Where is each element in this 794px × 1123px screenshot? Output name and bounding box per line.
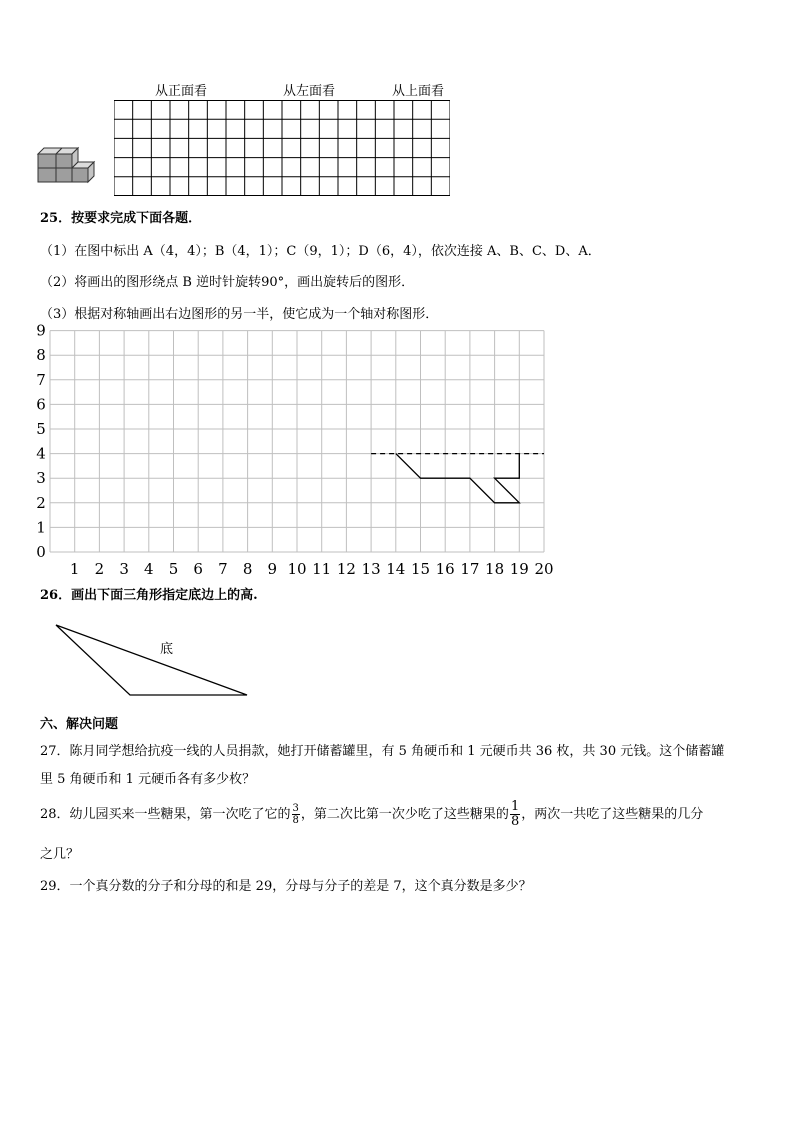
x-tick-label: 13 xyxy=(361,560,381,578)
x-tick-label: 16 xyxy=(435,560,455,578)
section6-title: 六、解决问题 xyxy=(40,717,119,732)
frac1-num: 3 xyxy=(292,803,299,814)
q25-part3: （3）根据对称轴画出右边图形的另一半，使它成为一个轴对称图形． xyxy=(40,307,439,322)
x-tick-label: 20 xyxy=(534,560,554,578)
x-tick-label: 11 xyxy=(312,560,332,578)
y-tick-label: 2 xyxy=(36,493,46,512)
q25-part1: （1）在图中标出 A（4，4）；B（4，1）；C（9，1）；D（6，4），依次连接 A、B、C、D、A． xyxy=(40,244,601,259)
x-tick-label: 17 xyxy=(460,560,480,578)
frac1-den: 8 xyxy=(292,815,299,826)
x-tick-label: 1 xyxy=(69,560,80,578)
y-tick-label: 4 xyxy=(36,444,46,463)
q27-line1: 27．陈月同学想给抗疫一线的人员捐款，她打开储蓄罐里，有 5 角硬币和 1 元硬币共 36 枚，共 30 元钱。这个储蓄罐 xyxy=(40,744,725,759)
frac2-den: 8 xyxy=(510,814,520,829)
triangle-base-label: 底 xyxy=(160,642,174,657)
y-tick-label: 3 xyxy=(36,469,46,488)
y-tick-label: 8 xyxy=(36,346,46,365)
x-tick-label: 5 xyxy=(168,560,179,578)
q28-part-c: ，两次一共吃了这些糖果的几分 xyxy=(521,807,704,822)
q28-line2: 之几？ xyxy=(40,847,80,862)
label-left-view: 从左面看 xyxy=(283,84,336,99)
y-tick-label: 0 xyxy=(36,543,46,561)
q28-line1 xyxy=(40,800,703,829)
q25-part2: （2）将画出的图形绕点 B 逆时针旋转90°，画出旋转后的图形． xyxy=(40,275,415,290)
q28-part-b: ，第二次比第一次少吃了这些糖果的 xyxy=(300,807,509,822)
coordinate-grid xyxy=(30,322,560,580)
x-tick-label: 7 xyxy=(218,560,228,578)
y-tick-label: 1 xyxy=(36,518,46,537)
q27-line2: 里 5 角硬币和 1 元硬币各有多少枚？ xyxy=(40,772,256,787)
label-front-view: 从正面看 xyxy=(155,84,208,99)
fraction-3-8 xyxy=(292,803,300,826)
y-tick-label: 7 xyxy=(36,370,46,389)
fraction-1-8 xyxy=(510,800,520,829)
x-tick-label: 12 xyxy=(336,560,356,578)
triangle xyxy=(56,625,247,695)
x-tick-label: 10 xyxy=(287,560,307,578)
triangle-figure xyxy=(50,618,254,702)
y-tick-label: 5 xyxy=(36,420,46,438)
y-tick-label: 6 xyxy=(36,395,46,414)
x-tick-label: 4 xyxy=(144,560,154,578)
q25-title: 25．按要求完成下面各题． xyxy=(40,211,202,226)
x-tick-label: 8 xyxy=(242,560,253,578)
q29-text: 29．一个真分数的分子和分母的和是 29，分母与分子的差是 7，这个真分数是多少？ xyxy=(40,879,532,894)
x-tick-label: 19 xyxy=(509,560,529,578)
x-tick-label: 2 xyxy=(94,560,105,578)
y-tick-label: 9 xyxy=(36,322,46,340)
x-tick-label: 3 xyxy=(119,560,129,578)
view-grid xyxy=(114,100,450,196)
x-tick-label: 18 xyxy=(485,560,505,578)
q26-title: 26．画出下面三角形指定底边上的高. xyxy=(40,588,258,603)
frac2-num: 1 xyxy=(510,799,520,814)
x-tick-label: 6 xyxy=(193,560,203,578)
x-tick-label: 15 xyxy=(410,560,431,578)
cube-stack-figure xyxy=(36,142,98,184)
q28-part-a: 28．幼儿园买来一些糖果，第一次吃了它的 xyxy=(40,807,291,822)
x-tick-label: 9 xyxy=(267,560,278,578)
x-tick-label: 14 xyxy=(386,560,406,578)
label-top-view: 从上面看 xyxy=(392,84,445,99)
